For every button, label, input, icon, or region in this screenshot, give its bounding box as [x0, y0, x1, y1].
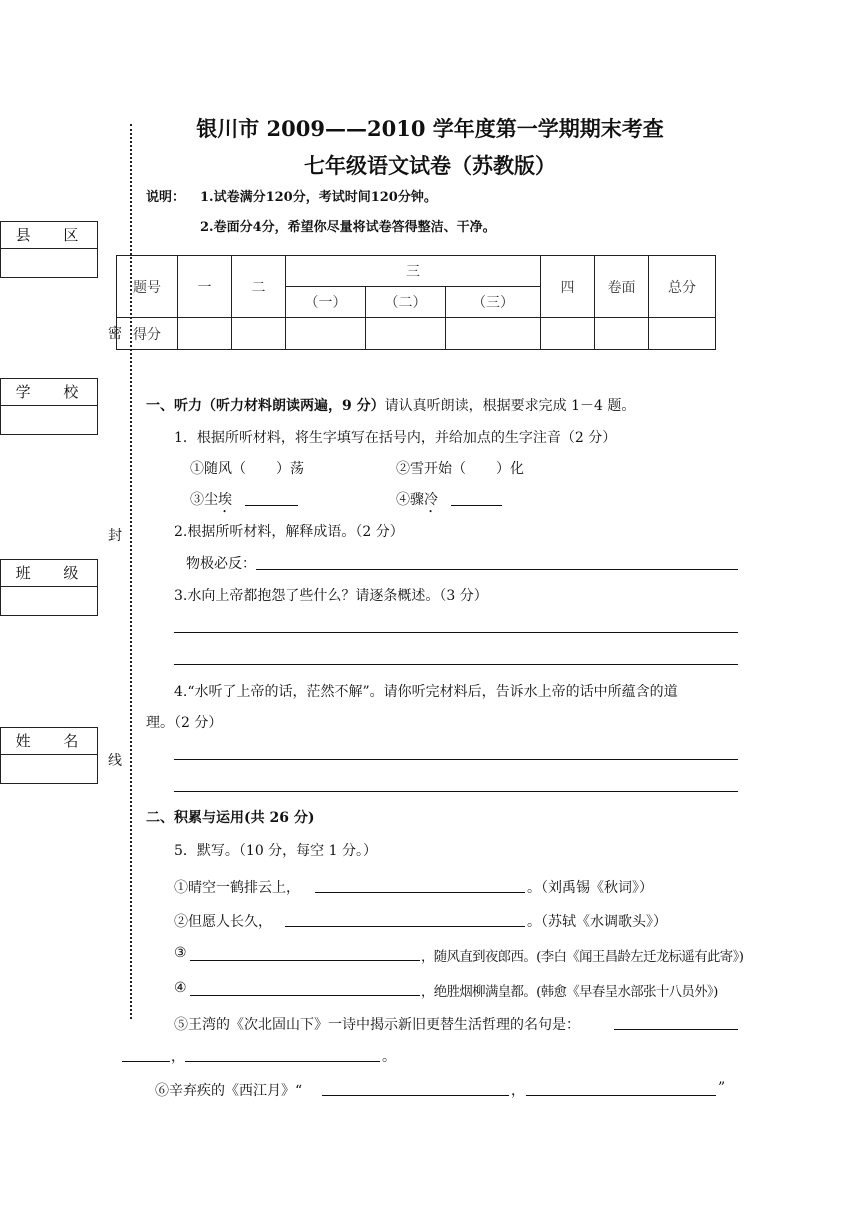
q5-line-3-pre: ③ — [174, 945, 187, 961]
q5-line-2-post: 。（苏轼《水调歌头》） — [527, 914, 667, 930]
q5-blank-2[interactable] — [285, 926, 525, 927]
q1-d-answer-line[interactable] — [451, 505, 502, 506]
col-header-3: 三 — [286, 256, 541, 287]
school-input[interactable] — [1, 406, 97, 434]
question-4-line1: 4.“水听了上帝的话，茫然不解”。请你听完材料后，告诉水上帝的话中所蕴含的道 — [174, 684, 678, 700]
score-cell[interactable] — [541, 318, 595, 350]
instruction-item-1: 1.试卷满分120分，考试时间120分钟。 — [200, 190, 437, 205]
name-label: 姓 名 — [1, 728, 97, 755]
col-sub-3: （三） — [446, 287, 541, 318]
col-header-2: 二 — [232, 256, 286, 318]
class-field — [0, 559, 98, 616]
county-input[interactable] — [1, 249, 97, 277]
name-field — [0, 727, 98, 784]
q2-term: 物极必反： — [186, 556, 256, 572]
score-cell[interactable] — [649, 318, 716, 350]
q5-line-6-comma: ， — [511, 1083, 525, 1099]
section2-heading: 二、积累与运用(共 26 分) — [146, 810, 315, 826]
q5-line-3-post: ，随风直到夜郎西。(李白《闻王昌龄左迁龙标遥有此寄》) — [421, 950, 744, 965]
q4-answer-line[interactable] — [174, 791, 738, 792]
q5-line-1-post: 。（刘禹锡《秋词》） — [527, 880, 653, 896]
q5-line-2-pre: ②但愿人长久， — [174, 914, 272, 930]
question-2: 2.根据所听材料，解释成语。（2 分） — [174, 524, 404, 540]
exam-subtitle: 七年级语文试卷（苏教版） — [304, 153, 556, 178]
q5-blank-5b[interactable] — [122, 1061, 170, 1062]
question-4-line2: 理。（2 分） — [146, 715, 223, 731]
q5-blank-5a[interactable] — [614, 1029, 738, 1030]
seal-mark-xian: 线 — [108, 753, 122, 769]
q5-line-5-comma: ， — [171, 1049, 185, 1065]
school-field — [0, 378, 98, 435]
score-cell[interactable] — [446, 318, 541, 350]
score-cell[interactable] — [595, 318, 649, 350]
class-input[interactable] — [1, 587, 97, 615]
score-cell[interactable] — [286, 318, 366, 350]
q5-line-6-end: ” — [718, 1080, 726, 1096]
score-cell[interactable] — [366, 318, 446, 350]
col-header-juanmian: 卷面 — [595, 256, 649, 318]
q5-blank-1[interactable] — [315, 892, 525, 893]
q3-answer-line[interactable] — [174, 632, 738, 633]
score-cell[interactable] — [232, 318, 286, 350]
q5-line-4-post: ，绝胜烟柳满皇都。(韩愈《早春呈水部张十八员外》) — [421, 985, 718, 1000]
section1-heading: 一、听力（听力材料朗读两遍，9 分）请认真听朗读，根据要求完成 1－4 题。 — [146, 398, 636, 414]
seal-mark-feng: 封 — [108, 528, 122, 544]
q1-item-c: ③尘埃 — [190, 492, 232, 508]
q5-line-4-pre: ④ — [174, 980, 187, 996]
q1-item-d: ④骤冷 — [396, 492, 438, 508]
name-input[interactable] — [1, 755, 97, 783]
q5-line-1-pre: ①晴空一鹤排云上， — [174, 880, 300, 896]
exam-title: 银川市 2009——2010 学年度第一学期期末考查 — [196, 116, 664, 141]
q5-blank-6b[interactable] — [526, 1095, 716, 1096]
question-5: 5．默写。（10 分，每空 1 分。） — [174, 843, 377, 859]
q5-line-5: ⑤王湾的《次北固山下》一诗中揭示新旧更替生活哲理的名句是： — [174, 1017, 580, 1033]
school-label: 学 校 — [1, 379, 97, 406]
q5-blank-6a[interactable] — [322, 1095, 509, 1096]
seal-mark-mi: 密 — [108, 326, 122, 342]
q1-item-b: ②雪开始（ ）化 — [396, 461, 524, 477]
q1-c-answer-line[interactable] — [245, 505, 298, 506]
county-label: 县 区 — [1, 222, 97, 249]
q5-line-6-pre: ⑥辛弃疾的《西江月》“ — [155, 1083, 303, 1099]
score-cell[interactable] — [178, 318, 232, 350]
question-3: 3.水向上帝都抱怨了些什么？请逐条概述。（3 分） — [174, 588, 488, 604]
q1-item-a: ①随风（ ）荡 — [190, 461, 304, 477]
col-header-4: 四 — [541, 256, 595, 318]
instruction-item-2: 2.卷面分4分，希望你尽量将试卷答得整洁、干净。 — [200, 220, 496, 235]
score-table — [116, 255, 716, 350]
class-label: 班 级 — [1, 560, 97, 587]
q5-blank-3[interactable] — [190, 960, 420, 961]
q5-blank-4[interactable] — [190, 995, 420, 996]
q5-line-5-end: 。 — [382, 1049, 396, 1065]
q2-answer-line[interactable] — [256, 569, 738, 570]
row-header-tihao: 题号 — [117, 256, 178, 318]
row-header-score: 得分 — [117, 318, 178, 350]
q3-answer-line[interactable] — [174, 664, 738, 665]
col-header-total: 总分 — [649, 256, 716, 318]
instructions-label: 说明： — [146, 190, 186, 205]
question-1: 1．根据所听材料，将生字填写在括号内，并给加点的生字注音（2 分） — [174, 430, 617, 446]
col-sub-2: （二） — [366, 287, 446, 318]
q5-blank-5c[interactable] — [185, 1061, 380, 1062]
q4-answer-line[interactable] — [174, 759, 738, 760]
county-field — [0, 221, 98, 278]
col-header-1: 一 — [178, 256, 232, 318]
col-sub-1: （一） — [286, 287, 366, 318]
